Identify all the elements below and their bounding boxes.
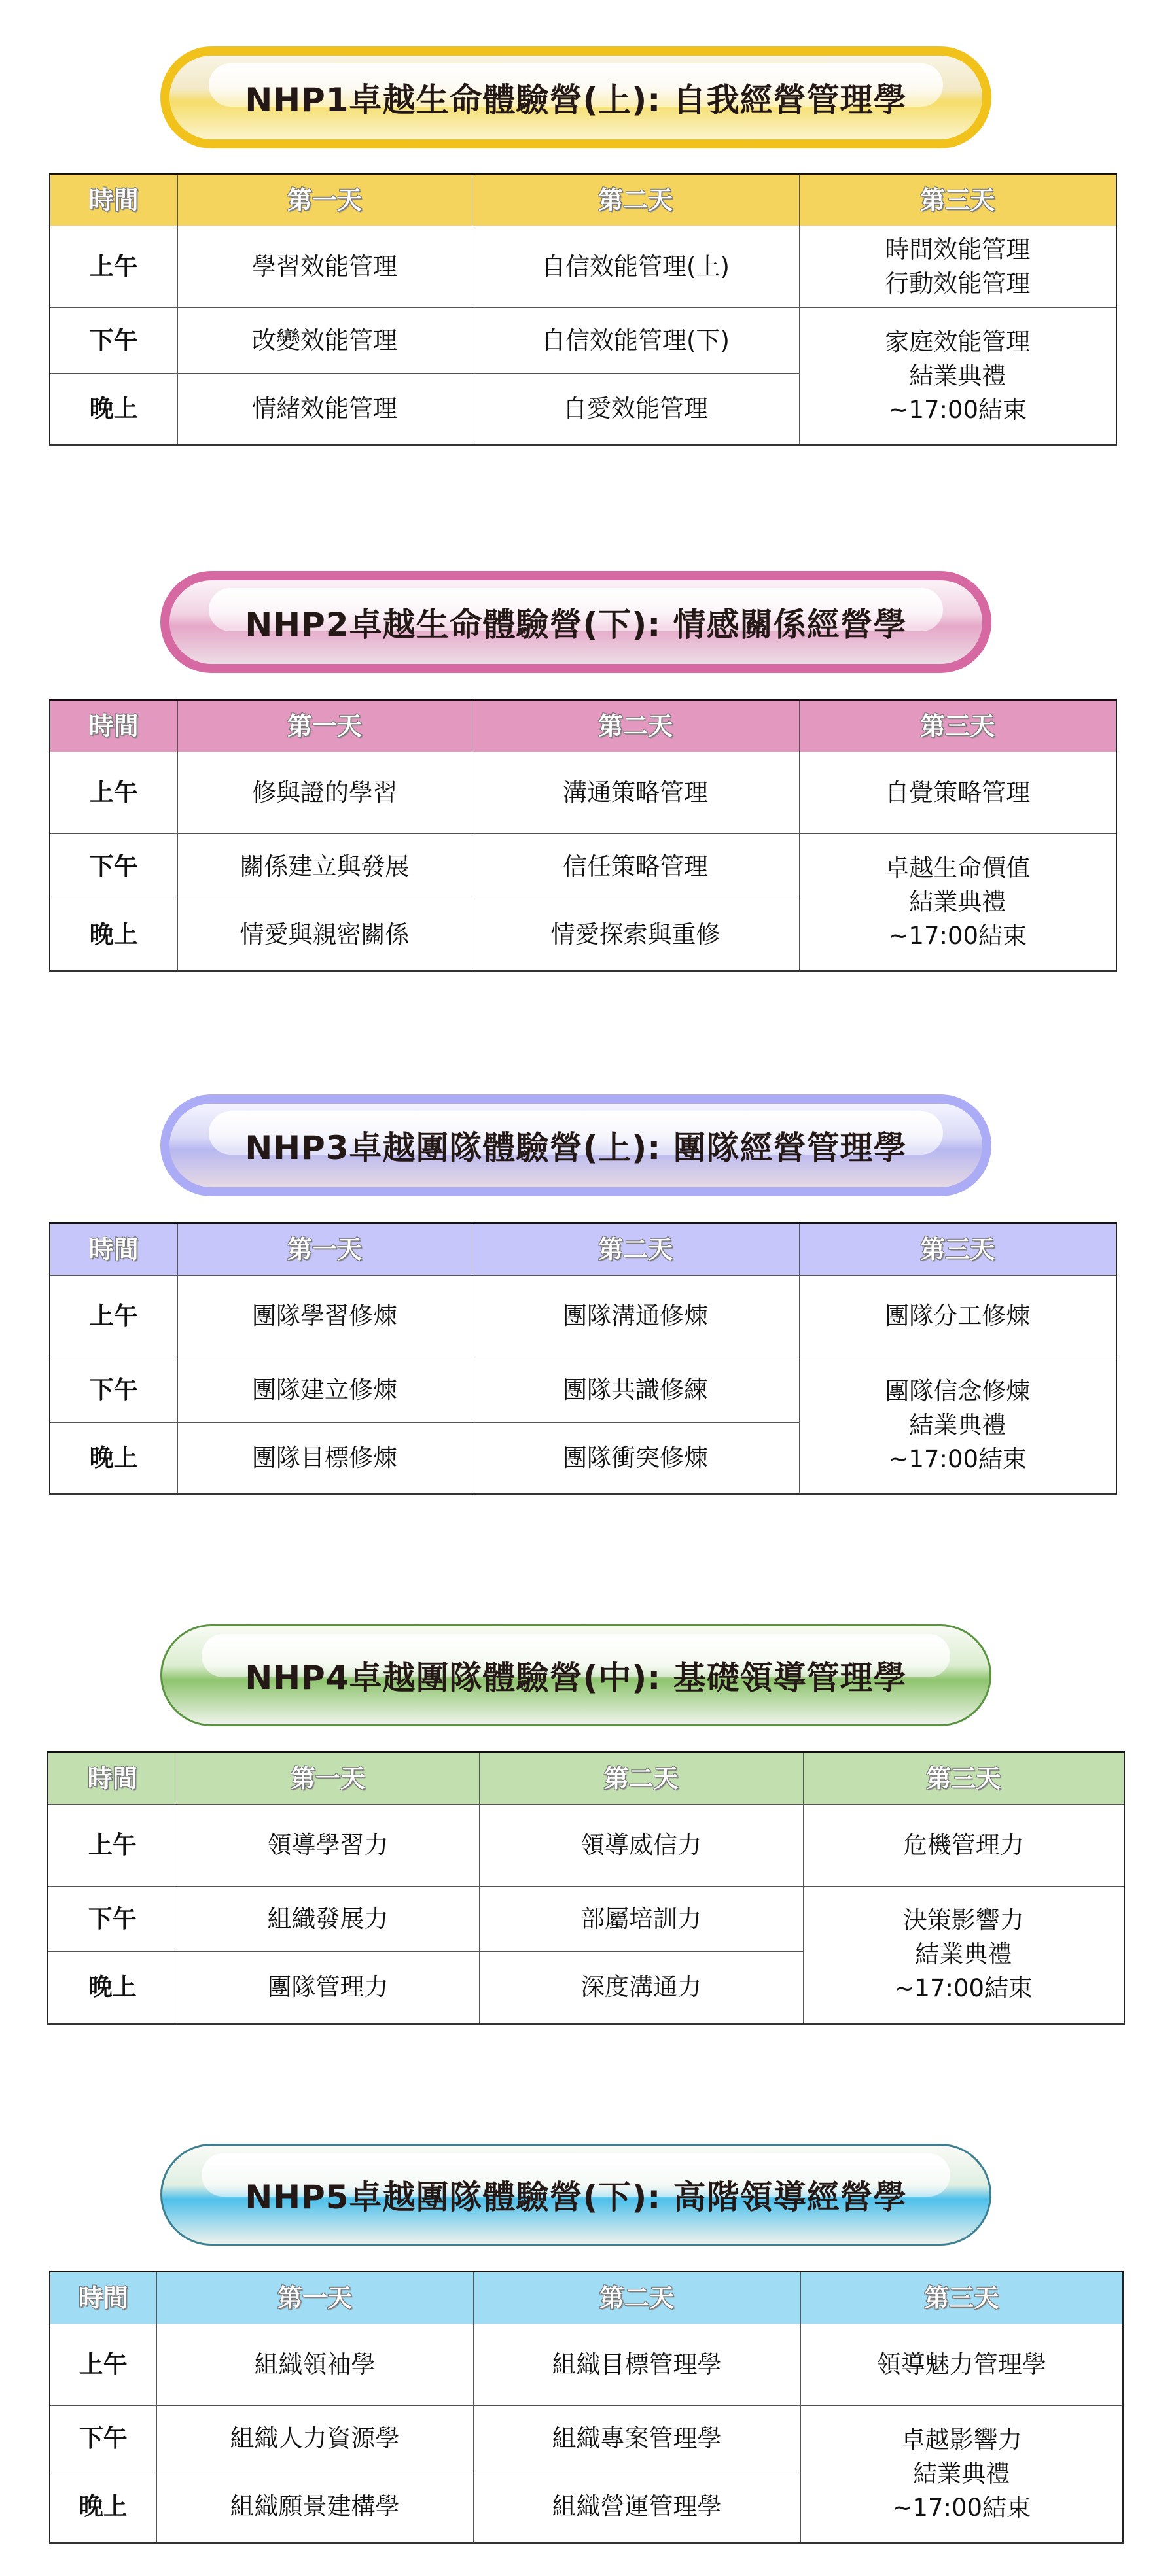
day3-final-line2: 結業典禮 (915, 1940, 1012, 1968)
header-day3: 第三天 (799, 174, 1116, 226)
cell-am-day1: 組織領袖學 (156, 2324, 473, 2406)
cell-day3-final (803, 1887, 1124, 2024)
table-row-pm (50, 1357, 1116, 1423)
day3-final-line1: 團隊信念修煉 (885, 1377, 1031, 1405)
cell-am-day2: 團隊溝通修煉 (472, 1276, 799, 1357)
camp-title-2: NHP2卓越生命體驗營(下): 情感關係經營學 (245, 606, 907, 644)
header-time: 時間 (50, 2272, 156, 2324)
day3-final-line2: 結業典禮 (909, 888, 1006, 916)
period-eve: 晚上 (48, 1952, 177, 2024)
camp-title-1: NHP1卓越生命體驗營(上): 自我經營管理學 (245, 81, 907, 119)
day3-final-line3: ~17:00結束 (894, 1974, 1033, 2002)
header-day2: 第二天 (479, 1752, 803, 1805)
period-am: 上午 (50, 226, 177, 308)
period-pm: 下午 (50, 1357, 177, 1423)
table-row-am (48, 1805, 1124, 1887)
day3-final-line2: 結業典禮 (913, 2460, 1010, 2488)
cell-day3-final (799, 1357, 1116, 1495)
header-day3: 第三天 (803, 1752, 1124, 1805)
schedule-table-3 (49, 1222, 1117, 1495)
header-time: 時間 (50, 700, 177, 752)
period-am: 上午 (50, 1276, 177, 1357)
day3-final-line2: 結業典禮 (909, 362, 1006, 390)
camp-title-3: NHP3卓越團隊體驗營(上): 團隊經營管理學 (245, 1129, 907, 1167)
table-row-pm (50, 308, 1116, 374)
cell-eve-day2: 團隊衝突修煉 (472, 1423, 799, 1495)
table-row-pm (50, 2406, 1123, 2471)
table-row-am (50, 2324, 1123, 2406)
table-header-row (48, 1752, 1124, 1805)
camp-title-banner-1 (160, 46, 991, 148)
camp-title-banner-4 (160, 1624, 991, 1726)
table-row-pm (48, 1887, 1124, 1952)
cell-day3-final (799, 308, 1116, 445)
day3-final-line3: ~17:00結束 (892, 2494, 1031, 2522)
table-row-am (50, 1276, 1116, 1357)
period-eve: 晚上 (50, 374, 177, 445)
cell-am-day1: 領導學習力 (177, 1805, 479, 1887)
cell-am-day1: 團隊學習修煉 (177, 1276, 472, 1357)
period-eve: 晚上 (50, 899, 177, 971)
cell-pm-day1: 組織發展力 (177, 1887, 479, 1952)
cell-pm-day2: 自信效能管理(下) (472, 308, 799, 374)
table-row-am (50, 226, 1116, 308)
cell-day3-final (799, 834, 1116, 971)
header-day2: 第二天 (472, 174, 799, 226)
cell-pm-day2: 團隊共識修練 (472, 1357, 799, 1423)
table-row-pm (50, 834, 1116, 899)
cell-pm-day1: 團隊建立修煉 (177, 1357, 472, 1423)
day3-final-line2: 結業典禮 (909, 1411, 1006, 1439)
cell-eve-day2: 自愛效能管理 (472, 374, 799, 445)
day3-final-line3: ~17:00結束 (888, 396, 1027, 424)
cell-am-day3: 領導魅力管理學 (800, 2324, 1123, 2406)
schedule-table-4 (47, 1751, 1125, 2025)
cell-am-day2: 領導威信力 (479, 1805, 803, 1887)
cell-day3-final (800, 2406, 1123, 2543)
period-pm: 下午 (48, 1887, 177, 1952)
table-header-row (50, 2272, 1123, 2324)
cell-pm-day1: 關係建立與發展 (177, 834, 472, 899)
period-pm: 下午 (50, 2406, 156, 2471)
cell-eve-day2: 情愛探索與重修 (472, 899, 799, 971)
cell-am-day2: 自信效能管理(上) (472, 226, 799, 308)
cell-eve-day1: 團隊目標修煉 (177, 1423, 472, 1495)
header-time: 時間 (50, 174, 177, 226)
table-header-row (50, 700, 1116, 752)
cell-eve-day1: 組織願景建構學 (156, 2471, 473, 2543)
cell-eve-day1: 情愛與親密關係 (177, 899, 472, 971)
day3-final-line3: ~17:00結束 (888, 1445, 1027, 1473)
period-pm: 下午 (50, 834, 177, 899)
day3-final-line1: 卓越影響力 (900, 2426, 1022, 2454)
header-day2: 第二天 (472, 700, 799, 752)
header-day1: 第一天 (156, 2272, 473, 2324)
period-pm: 下午 (50, 308, 177, 374)
table-header-row (50, 1223, 1116, 1276)
header-day3: 第三天 (799, 700, 1116, 752)
day3-final-line3: ~17:00結束 (888, 922, 1027, 950)
cell-pm-day2: 組織專案管理學 (473, 2406, 800, 2471)
day3-final-line1: 決策影響力 (902, 1906, 1024, 1934)
camp-title-banner-3 (160, 1094, 991, 1196)
cell-eve-day1: 團隊管理力 (177, 1952, 479, 2024)
header-day1: 第一天 (177, 700, 472, 752)
header-day1: 第一天 (177, 1752, 479, 1805)
cell-pm-day2: 部屬培訓力 (479, 1887, 803, 1952)
cell-am-day3-line2: 行動效能管理 (885, 270, 1031, 298)
cell-am-day2: 溝通策略管理 (472, 752, 799, 834)
cell-am-day2: 組織目標管理學 (473, 2324, 800, 2406)
camp-title-banner-2 (160, 571, 991, 673)
cell-am-day3: 危機管理力 (803, 1805, 1124, 1887)
cell-am-day3: 自覺策略管理 (799, 752, 1116, 834)
cell-pm-day2: 信任策略管理 (472, 834, 799, 899)
header-day3: 第三天 (800, 2272, 1123, 2324)
cell-pm-day1: 組織人力資源學 (156, 2406, 473, 2471)
cell-pm-day1: 改變效能管理 (177, 308, 472, 374)
camp-title-4: NHP4卓越團隊體驗營(中): 基礎領導管理學 (245, 1659, 907, 1697)
table-row-am (50, 752, 1116, 834)
period-eve: 晚上 (50, 2471, 156, 2543)
cell-eve-day2: 深度溝通力 (479, 1952, 803, 2024)
period-am: 上午 (50, 2324, 156, 2406)
schedule-table-1 (49, 173, 1117, 446)
cell-am-day3-line1: 時間效能管理 (885, 235, 1031, 264)
cell-am-day3: 團隊分工修煉 (799, 1276, 1116, 1357)
camp-title-5: NHP5卓越團隊體驗營(下): 高階領導經營學 (245, 2178, 907, 2216)
camp-title-banner-5 (160, 2144, 991, 2246)
cell-am-day1: 修與證的學習 (177, 752, 472, 834)
day3-final-line1: 家庭效能管理 (885, 328, 1031, 356)
header-day1: 第一天 (177, 1223, 472, 1276)
schedule-table-5 (49, 2271, 1124, 2544)
period-am: 上午 (48, 1805, 177, 1887)
day3-final-line1: 卓越生命價值 (885, 854, 1031, 882)
header-time: 時間 (48, 1752, 177, 1805)
cell-am-day1: 學習效能管理 (177, 226, 472, 308)
cell-eve-day2: 組織營運管理學 (473, 2471, 800, 2543)
header-day3: 第三天 (799, 1223, 1116, 1276)
header-time: 時間 (50, 1223, 177, 1276)
period-am: 上午 (50, 752, 177, 834)
table-header-row (50, 174, 1116, 226)
header-day2: 第二天 (473, 2272, 800, 2324)
header-day1: 第一天 (177, 174, 472, 226)
cell-am-day3 (799, 226, 1116, 308)
header-day2: 第二天 (472, 1223, 799, 1276)
cell-eve-day1: 情緒效能管理 (177, 374, 472, 445)
period-eve: 晚上 (50, 1423, 177, 1495)
schedule-table-2 (49, 699, 1117, 972)
